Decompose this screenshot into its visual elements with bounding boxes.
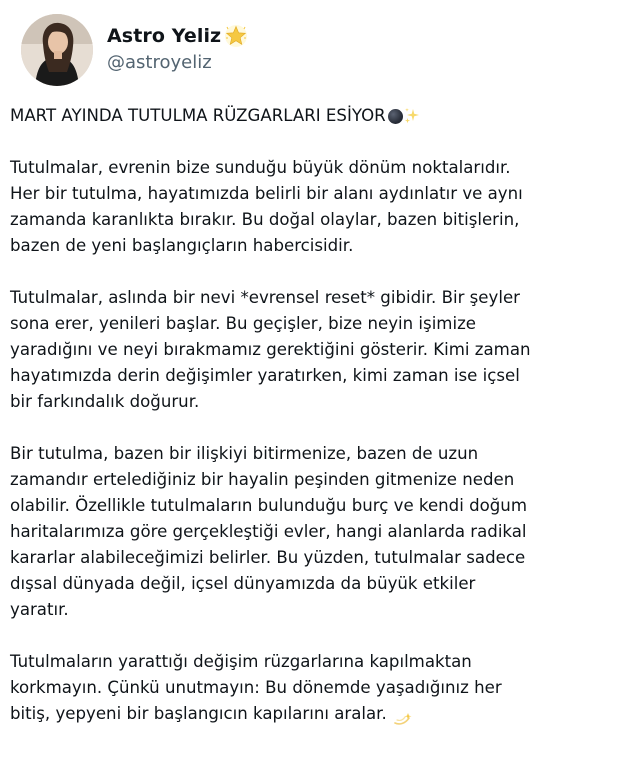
- text-line: dışsal dünyada değil, içsel dünyamızda da büyük etkiler: [10, 574, 476, 593]
- avatar[interactable]: [21, 14, 93, 86]
- dizzy-star-icon: [394, 708, 412, 722]
- author-names: [107, 22, 248, 73]
- text-line: hayatımızda derin değişimler yaratırken, kimi zaman ise içsel: [10, 366, 520, 385]
- paragraph-3: [10, 441, 616, 623]
- text-line: bazen de yeni başlangıçların habercisidir.: [10, 236, 354, 255]
- paragraph-gap: [10, 259, 616, 285]
- paragraph-gap: [10, 129, 616, 155]
- tweet-text: [10, 103, 616, 727]
- text-line: olabilir. Özellikle tutulmaların bulunduğu burç ve kendi doğum: [10, 496, 527, 515]
- tweet-headline: [10, 103, 616, 129]
- paragraph-1: [10, 155, 616, 259]
- paragraph-2: [10, 285, 616, 415]
- text-line: sona erer, yenileri başlar. Bu geçişler, bize neyin işimize: [10, 314, 476, 333]
- text-line: bitiş, yepyeni bir başlangıcın kapılarını aralar.: [10, 704, 387, 723]
- new-moon-icon: [388, 109, 403, 124]
- paragraph-gap: [10, 415, 616, 441]
- text-line: Tutulmaların yarattığı değişim rüzgarlarına kapılmaktan: [10, 652, 472, 671]
- text-line: korkmayın. Çünkü unutmayın: Bu dönemde yaşadığınız her: [10, 678, 502, 697]
- text-line: bir farkındalık doğurur.: [10, 392, 200, 411]
- text-line: Bir tutulma, bazen bir ilişkiyi bitirmenize, bazen de uzun: [10, 444, 479, 463]
- paragraph-gap: [10, 623, 616, 649]
- text-line: haritalarımıza göre gerçekleştiği evler, hangi alanlarda radikal: [10, 522, 527, 541]
- paragraph-4: [10, 649, 616, 727]
- glowing-star-icon: [224, 24, 248, 48]
- headline-text: MART AYINDA TUTULMA RÜZGARLARI ESİYOR: [10, 106, 386, 125]
- tweet-header: [21, 14, 601, 86]
- text-line: Tutulmalar, aslında bir nevi *evrensel reset* gibidir. Bir şeyler: [10, 288, 520, 307]
- author-handle[interactable]: @astroyeliz: [107, 52, 212, 73]
- text-line: Her bir tutulma, hayatımızda belirli bir alanı aydınlatır ve aynı: [10, 184, 523, 203]
- display-name-row: [107, 22, 248, 50]
- text-line: zamandır ertelediğiniz bir hayalin peşinden gitmenize neden: [10, 470, 515, 489]
- text-line: zamanda karanlıkta bırakır. Bu doğal olaylar, bazen bitişlerin,: [10, 210, 520, 229]
- last-text-line: [10, 701, 616, 727]
- text-line: yaratır.: [10, 600, 69, 619]
- text-line: yaradığını ve neyi bırakmamız gerektiğini gösterir. Kimi zaman: [10, 340, 531, 359]
- display-name[interactable]: Astro Yeliz: [107, 25, 222, 47]
- text-line: kararlar alabileceğimizi belirler. Bu yüzden, tutulmalar sadece: [10, 548, 526, 567]
- text-line: Tutulmalar, evrenin bize sunduğu büyük dönüm noktalarıdır.: [10, 158, 511, 177]
- sparkles-icon: [404, 107, 420, 125]
